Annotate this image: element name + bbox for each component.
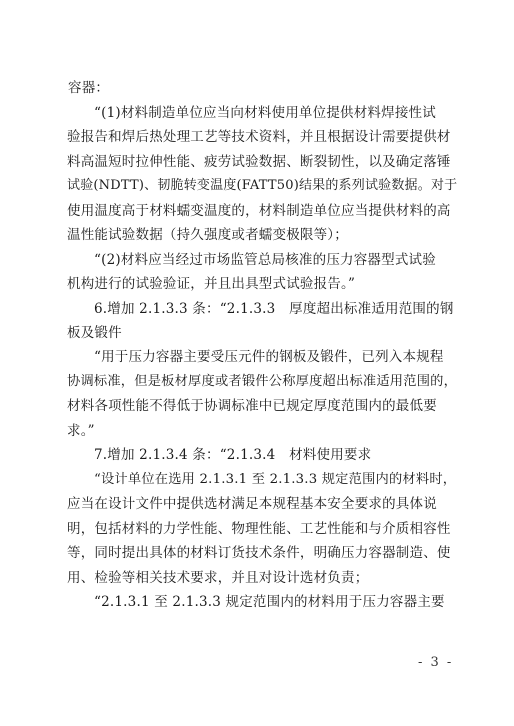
text-line: “用于压力容器主要受压元件的钢板及锻件，已列入本规程	[94, 349, 444, 365]
text-line: 使用温度高于材料蠕变温度的，材料制造单位应当提供材料的高	[67, 203, 451, 219]
text-line: 验报告和焊后热处理工艺等技术资料，并且根据设计需要提供材	[67, 129, 451, 145]
text-line: “设计单位在选用 2.1.3.1 至 2.1.3.3 规定范围内的材料时，	[94, 472, 457, 487]
text-line: 应当在设计文件中提供选材满足本规程基本安全要求的具体说	[67, 496, 437, 512]
page-number: - 3 -	[418, 655, 454, 670]
text-line: “2.1.3.1 至 2.1.3.3 规定范围内的材料用于压力容器主要	[94, 594, 445, 610]
text-line: 协调标准，但是板材厚度或者锻件公称厚度超出标准适用范围的，	[67, 374, 458, 389]
text-line: 试验(NDTT)、韧脆转变温度(FATT50)结果的系列试验数据。对于	[67, 178, 458, 193]
text-line: 容器：	[68, 80, 110, 96]
text-line: “(2)材料应当经过市场监管总局核准的压力容器型式试验	[94, 252, 436, 268]
text-line: 材料各项性能不得低于协调标准中已规定厚度范围内的最低要	[67, 398, 437, 414]
text-line: 等，同时提出具体的材料订货技术条件，明确压力容器制造、使	[67, 545, 451, 561]
text-line: 温性能试验数据（持久强度或者蠕变极限等）；	[67, 227, 348, 243]
text-line: 明，包括材料的力学性能、物理性能、工艺性能和与介质相容性	[67, 521, 451, 537]
text-line: 料高温短时拉伸性能、疲劳试验数据、断裂韧性，以及确定落锤	[67, 154, 451, 170]
text-line: “(1)材料制造单位应当向材料使用单位提供材料焊接性试	[94, 105, 436, 121]
text-line: 6.增加 2.1.3.3 条：“2.1.3.3 厚度超出标准适用范围的钢	[94, 301, 454, 317]
text-line: 机构进行的试验验证，并且出具型式试验报告。”	[67, 276, 356, 292]
text-line: 7.增加 2.1.3.4 条：“2.1.3.4 材料使用要求	[94, 447, 372, 463]
text-line: 求。”	[67, 423, 95, 439]
text-line: 用、检验等相关技术要求，并且对设计选材负责；	[67, 570, 369, 586]
text-line: 板及锻件	[67, 325, 122, 341]
